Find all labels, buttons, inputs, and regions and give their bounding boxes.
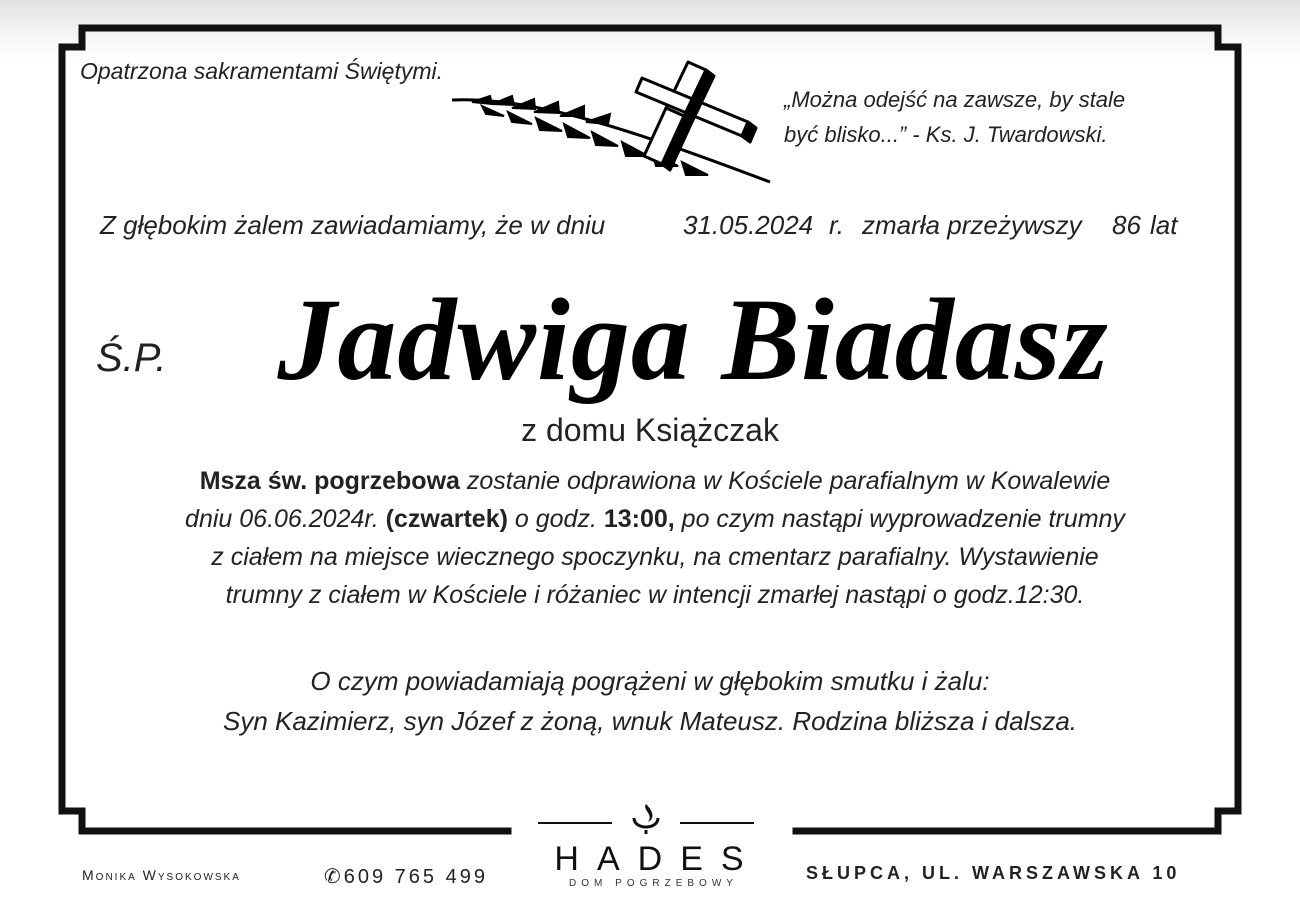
funeral-line	[90, 500, 1220, 538]
logo-wordmark: HADES	[554, 840, 762, 878]
mourners-list: Syn Kazimierz, syn Józef z żoną, wnuk Mateusz. Rodzina bliższa i dalsza.	[222, 706, 1078, 736]
address: SŁUPCA, UL. WARSZAWSKA 10	[806, 863, 1181, 883]
funeral-text: o godz.	[507, 505, 604, 533]
announcement-intro: Z głębokim żalem zawiadamiamy, że w dniu	[100, 210, 606, 240]
weekday: (czwartek)	[385, 505, 508, 533]
funeral-text: po czym nastąpi wyprowadzenie trumny	[674, 505, 1125, 533]
funeral-text: zostanie odprawiona w Kościele parafialnym w Kowalewie	[459, 467, 1111, 495]
date-suffix: r.	[829, 210, 844, 240]
funeral-details	[90, 462, 1220, 614]
died-text: zmarła przeżywszy	[862, 210, 1082, 240]
flame-icon	[634, 804, 658, 834]
sp-prefix: Ś.P.	[96, 336, 167, 380]
funeral-line: trumny z ciałem w Kościele i różaniec w intencji zmarłej nastąpi o godz.12:30.	[225, 581, 1085, 609]
age-value: 86	[1112, 210, 1141, 240]
quote-line: „Można odejść na zawsze, by stale	[784, 87, 1126, 112]
funeral-date: dniu 06.06.2024r.	[185, 505, 386, 533]
contact-name: Monika Wysokowska	[82, 867, 241, 883]
funeral-line: z ciałem na miejsce wiecznego spoczynku, na cmentarz parafialny. Wystawienie	[211, 543, 1099, 571]
age-unit: lat	[1150, 210, 1178, 240]
death-date: 31.05.2024	[683, 210, 814, 240]
mass-label: Msza św. pogrzebowa	[199, 467, 460, 495]
deceased-name: Jadwiga Biadasz	[277, 274, 1109, 405]
funeral-line	[90, 462, 1220, 500]
cross-with-palm-icon	[452, 58, 782, 188]
sacraments-note: Opatrzona sakramentami Świętymi.	[80, 58, 444, 84]
mourners-intro: O czym powiadamiają pogrążeni w głębokim smutku i żalu:	[310, 666, 990, 696]
maiden-name: z domu Książczak	[521, 412, 779, 448]
quote-line: być blisko...” - Ks. J. Twardowski.	[784, 122, 1108, 147]
contact-phone: ✆609 765 499	[324, 866, 488, 888]
quote	[784, 82, 1204, 152]
logo-subtitle: DOM POGRZEBOWY	[569, 878, 738, 889]
funeral-time: 13:00,	[603, 505, 675, 533]
